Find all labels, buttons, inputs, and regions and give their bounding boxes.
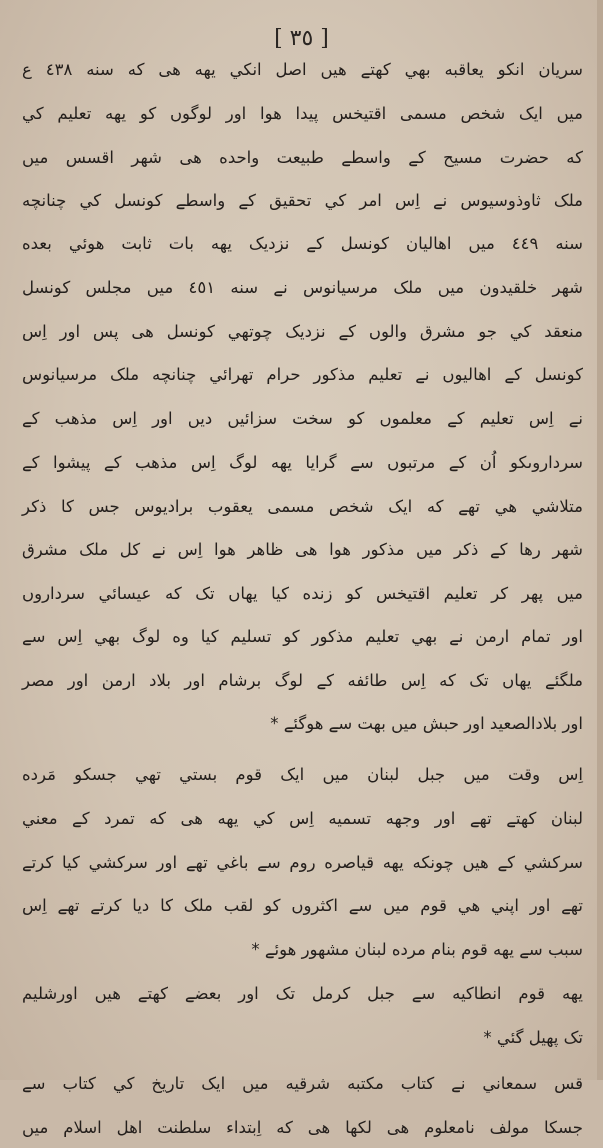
text-line: منعقد کي جو مشرق والوں کے نزدیک چوتهي کونسل هی پس اور اِس xyxy=(22,322,583,341)
text-line: سریان انکو یعاقبه بهي کهتے هیں اصل انکي یهه هی که سنه ٤٣٨ ع xyxy=(22,60,583,79)
text-line: قس سمعاني نے کتاب مکتبه شرقیه میں ایک تاریخ کي کتاب سے xyxy=(22,1074,583,1093)
text-line: اور بلادالصعید اور حبش میں بهت سے هوگئے * xyxy=(270,714,583,733)
text-line: ملک ثاوذوسیوس نے اِس امر کي تحقیق کے واسطے کونسل کي چنانچه xyxy=(22,191,583,210)
text-line: یهه قوم انطاکیه سے جبل کرمل تک اور بعضے کهتے هیں اورشلیم xyxy=(22,984,583,1003)
text-line: سرداروںکو اُن کے مرتبوں سے گرایا یهه لوگ اِس مذهب کے پیشوا کے xyxy=(22,453,583,472)
text-line: تهے اور اپني هي قوم میں سے اکثروں کو لقب ملک کا دیا کرتے تهے اِس xyxy=(22,896,583,915)
text-line: جسکا مولف نامعلوم هی لکها هی که اِبتداء سلطنت اهل اسلام میں xyxy=(22,1118,583,1137)
text-line: سنه ٤٤٩ میں اهالیان کونسل کے نزدیک یهه بات ثابت هوئي بعده xyxy=(22,234,583,253)
text-line: اور تمام ارمن نے بهي تعلیم مذکور کو تسلیم کیا وه لوگ بهي اِس سے xyxy=(22,627,583,646)
text-line: تک پهیل گئي * xyxy=(483,1028,583,1047)
text-line: شهر رها کے ذکر میں مذکور هوا هی ظاهر هوا اِس نے کل ملک مشرق xyxy=(22,540,583,559)
text-line: میں ایک شخص مسمی اقتیخس پیدا هوا اور لوگوں کو یهه تعلیم کي xyxy=(22,104,583,123)
text-line: ملگئے یهاں تک که اِس طائفه کے لوگ برشام اور بلاد ارمن اور مصر xyxy=(22,671,583,690)
text-line: شهر خلقیدون میں ملک مرسیانوس نے سنه ٤٥١ میں مجلس کونسل xyxy=(22,278,583,297)
text-line: میں پهر کر تعلیم اقتیخس کو زنده کیا یهاں تک که عیسائي سرداروں xyxy=(22,584,583,603)
text-line: متلاشي هي تهے که ایک شخص مسمی یعقوب برادیوس جس کا ذکر xyxy=(22,497,583,516)
text-line: اِس وقت میں جبل لبنان میں ایک قوم بستي تهي جسکو مَرده xyxy=(22,765,583,784)
text-line: که حضرت مسیح کے واسطے طبیعت واحده هی شهر اقسس میں xyxy=(22,148,583,167)
text-line: سبب سے یهه قوم بنام مرده لبنان مشهور هوئے * xyxy=(251,940,583,959)
text-line: کونسل کے اهالیوں نے تعلیم مذکور حرام تهرائي چنانچه ملک مرسیانوس xyxy=(22,365,583,384)
text-line: سرکشي کے هیں چونکه یهه قیاصره روم سے باغي تهے اور سرکشي کیا کرتے xyxy=(22,853,583,872)
text-line: نے اِس تعلیم کے معلموں کو سخت سزائیں دیں اور اِس مذهب کے xyxy=(22,409,583,428)
page-number: [ ٣٥ ] xyxy=(274,26,329,51)
text-line: لبنان کهتے تهے اور وجهه تسمیه اِس کي یهه هی که تمرد کے معني xyxy=(22,809,583,828)
